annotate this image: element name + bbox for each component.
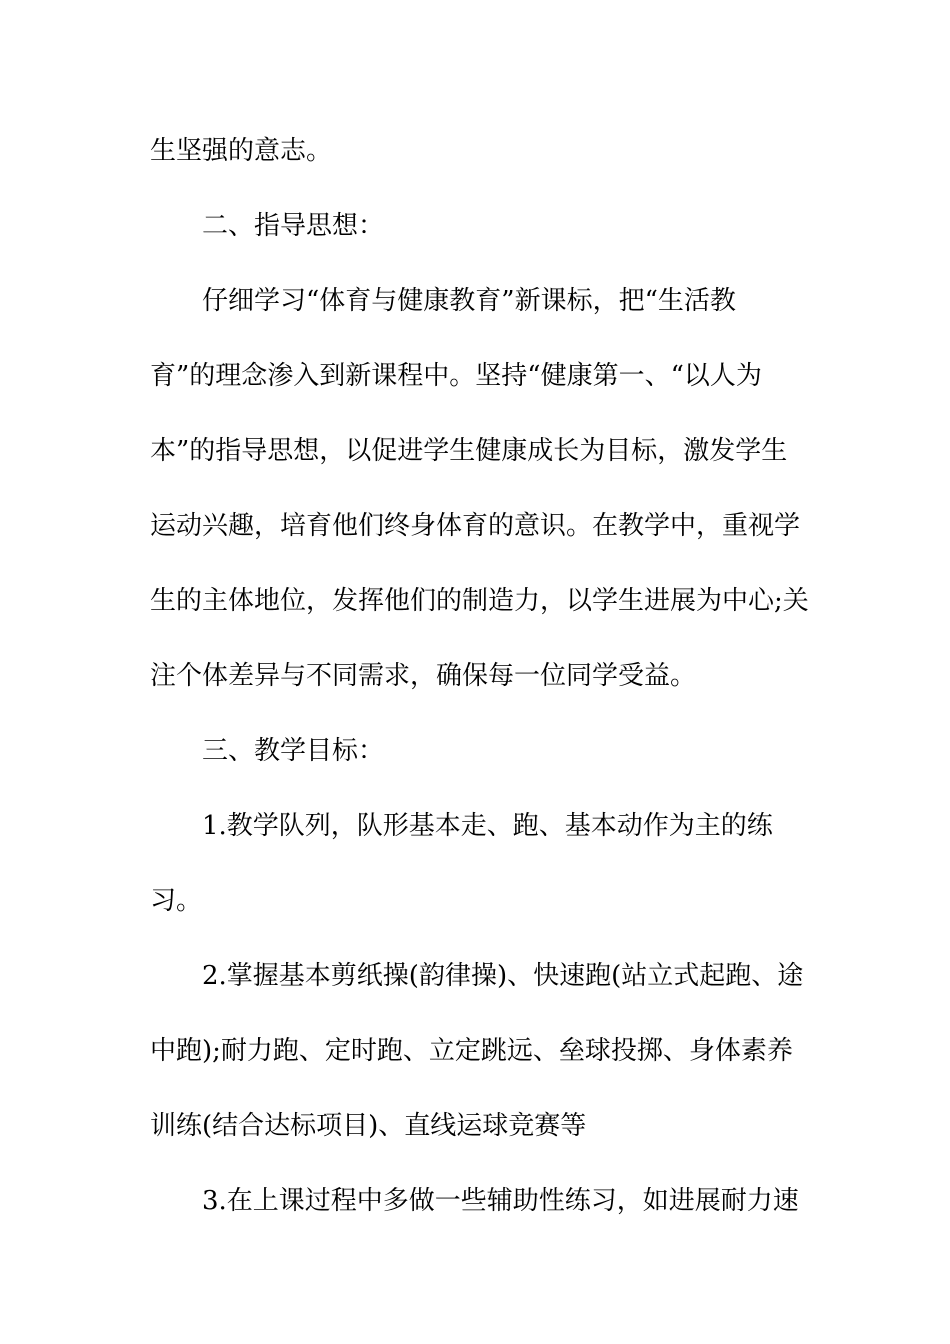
text-line: 运动兴趣，培育他们终身体育的意识。在教学中，重视学	[150, 511, 801, 541]
text-line: 生坚强的意志。	[150, 136, 333, 166]
list-item: 2.掌握基本剪纸操(韵律操)、快速跑(站立式起跑、途	[202, 961, 804, 991]
text-line: 训练(结合达标项目)、直线运球竞赛等	[150, 1111, 587, 1141]
text-line: 育”的理念渗入到新课程中。坚持“健康第一、“以人为	[150, 361, 762, 391]
text-line: 仔细学习“体育与健康教育”新课标，把“生活教	[202, 286, 736, 316]
text-line: 注个体差异与不同需求，确保每一位同学受益。	[150, 661, 697, 691]
text-line: 习。	[150, 886, 203, 916]
section-heading-guiding-ideology: 二、指导思想：	[202, 211, 385, 241]
list-item: 1.教学队列，队形基本走、跑、基本动作为主的练	[202, 811, 773, 841]
text-line: 生的主体地位，发挥他们的制造力，以学生进展为中心;关	[150, 586, 809, 616]
text-line: 本”的指导思想，以促进学生健康成长为目标，激发学生	[150, 436, 788, 466]
section-heading-teaching-goals: 三、教学目标：	[202, 736, 385, 766]
list-item: 3.在上课过程中多做一些辅助性练习，如进展耐力速	[202, 1186, 799, 1216]
text-line: 中跑);耐力跑、定时跑、立定跳远、垒球投掷、身体素养	[150, 1036, 793, 1066]
